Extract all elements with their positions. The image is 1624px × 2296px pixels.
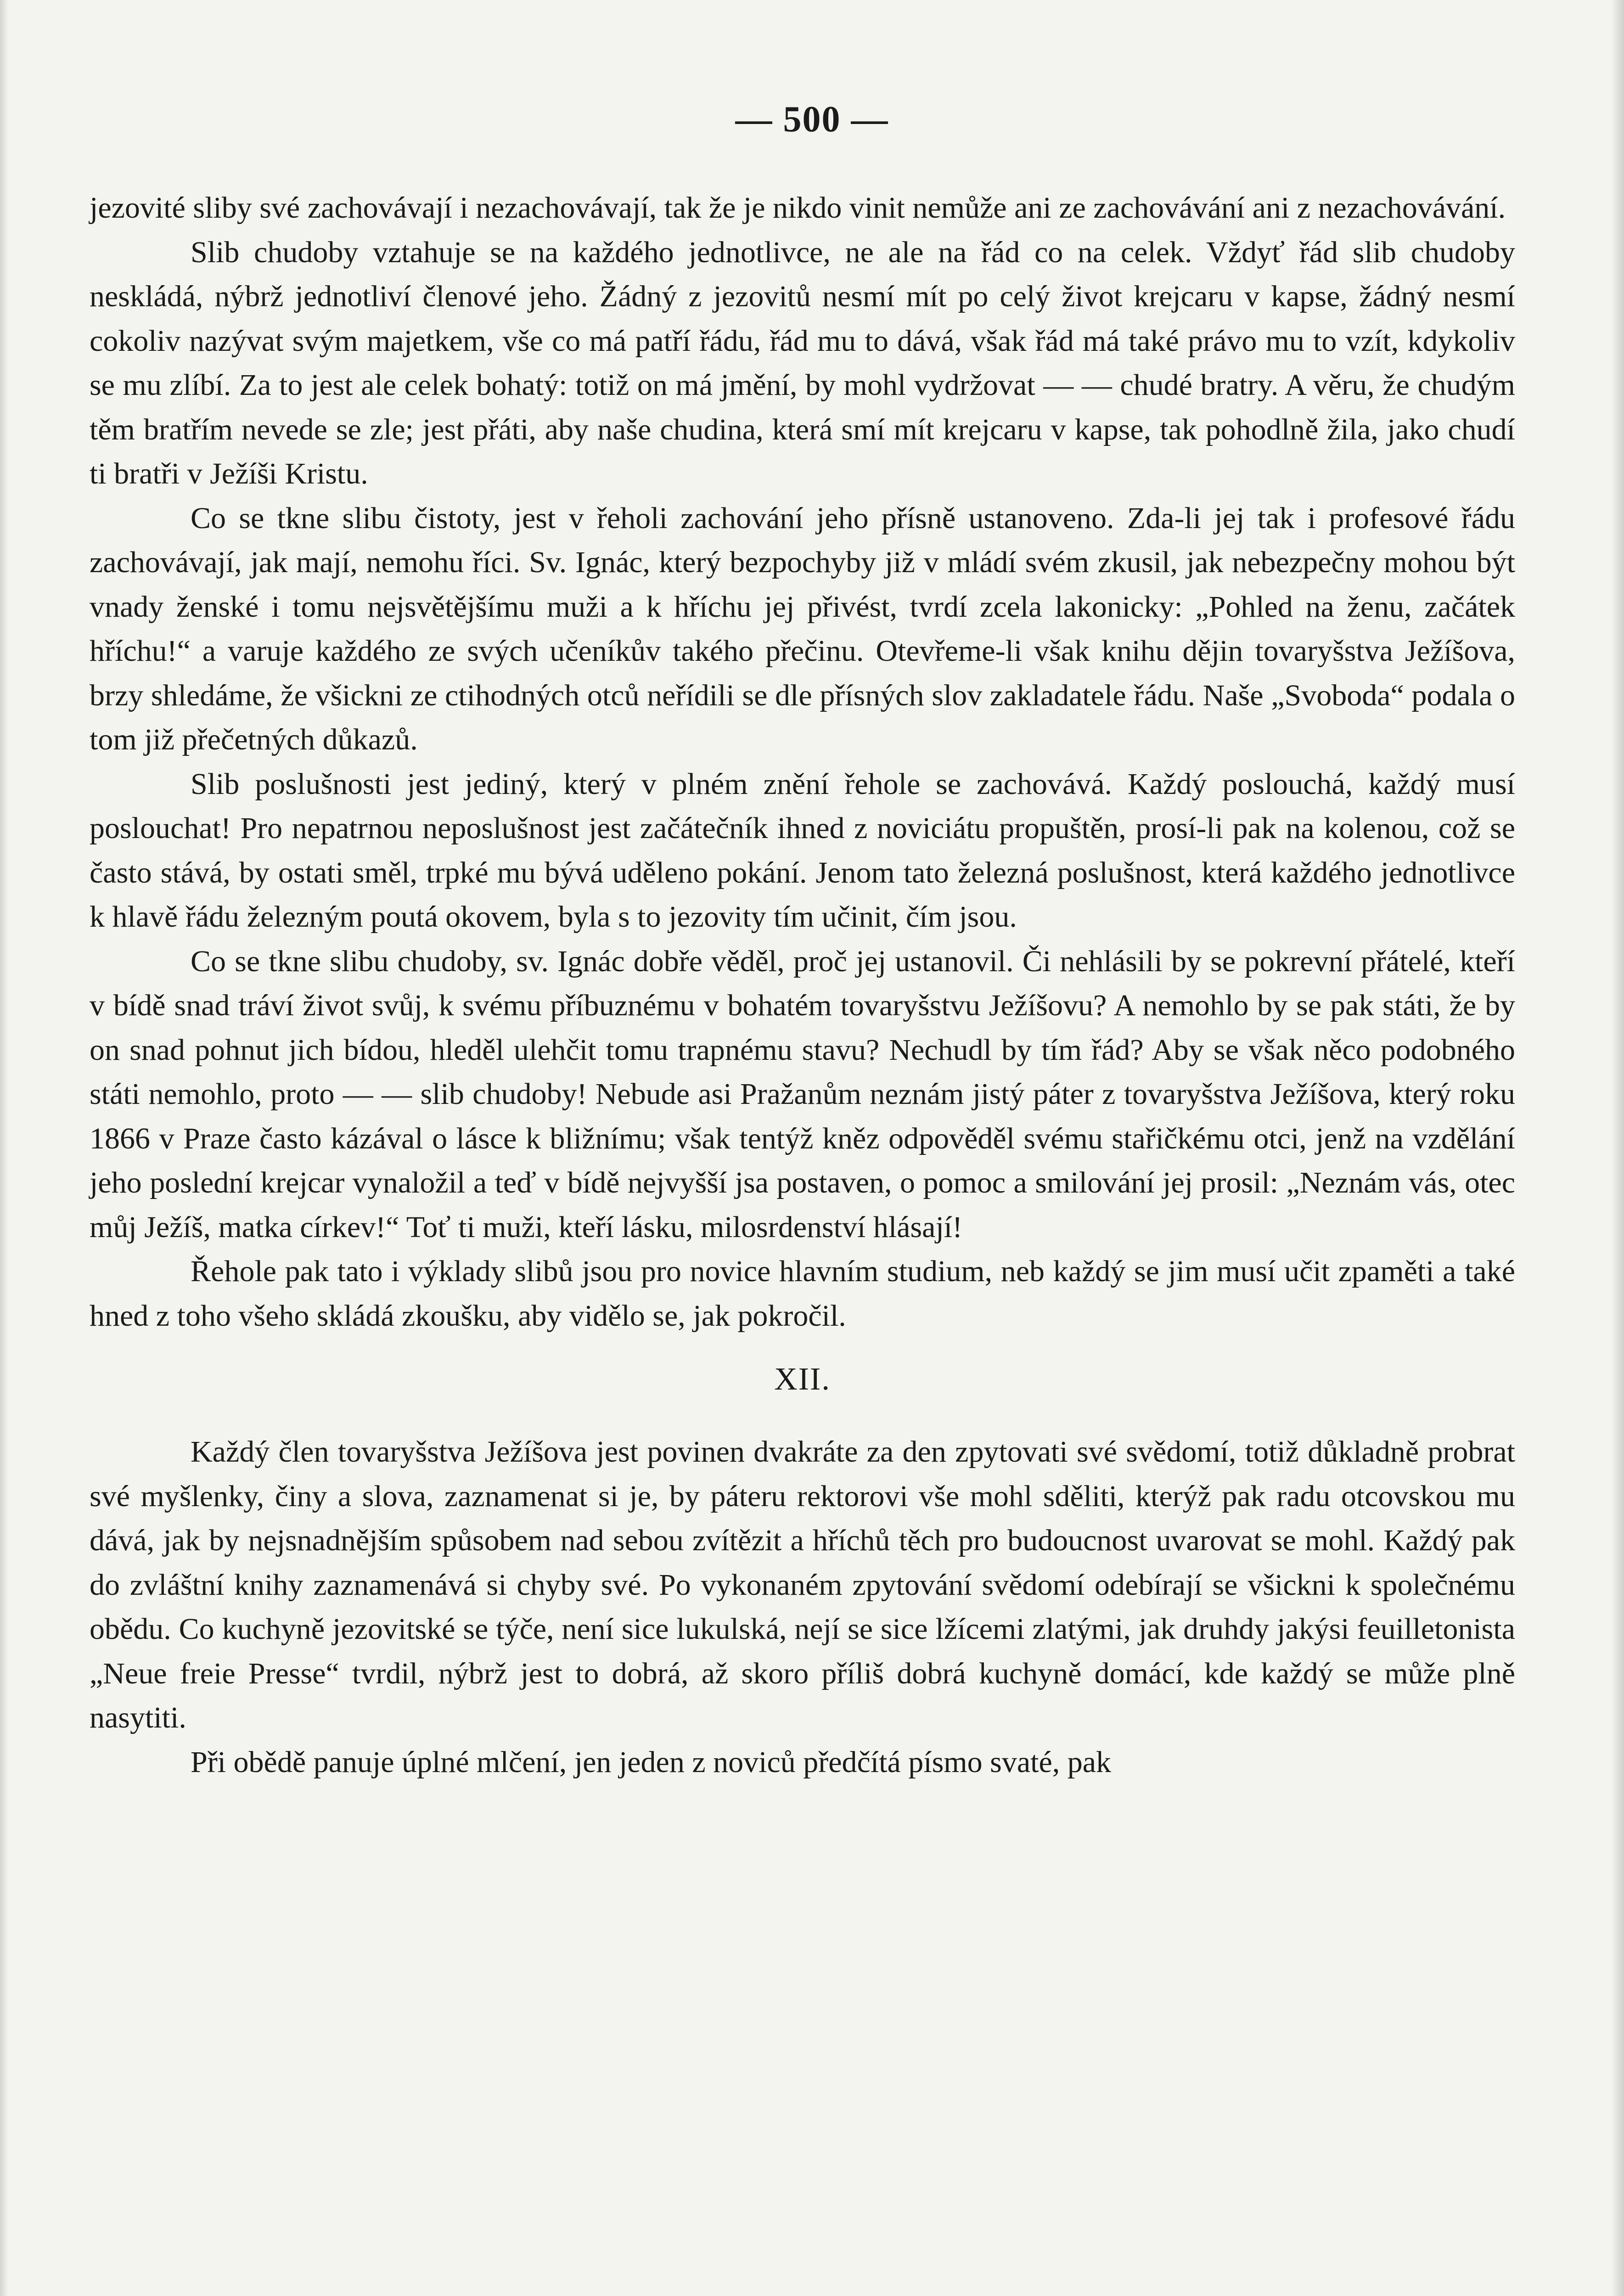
paragraph-poverty-reason: Co se tkne slibu chudoby, sv. Ignác dobře věděl, proč jej ustanovil. Či nehlásili by se pokrevní přátelé, kteří v bídě snad tráví život svůj, k svému příbuznému v bohatém tovaryšstvu Ježíšovu? A nemohlo by se pak státi, že by on snad pohnut jich bídou, hleděl ulehčit tomu trapnému stavu? Nechudl by tím řád? Aby se však něco podobného státi nemohlo, proto — — slib chudoby! Nebude asi Pražanům neznám jistý páter z tovaryšstva Ježíšova, který roku 1866 v Praze často kázával o lásce k bližnímu; však tentýž kněz odpověděl svému stařičkému otci, jenž na vzdělání jeho poslední krejcar vynaložil a teď v bídě nejvyšší jsa postaven, o pomoc a smilování jej prosil: „Neznám vás, otec můj Ježíš, matka církev!“ Toť ti muži, kteří lásku, milosrdenství hlásají! [90,944,1515,1244]
body-text [90,186,1515,1784]
paragraph-vow-of-chastity: Co se tkne slibu čistoty, jest v řeholi zachování jeho přísně ustanoveno. Zda-li jej tak i profesové řádu zachovávají, jak mají, nemohu říci. Sv. Ignác, který bezpochyby již v mládí svém zkusil, jak nebezpečny mohou být vnady ženské i tomu nejsvětějšímu muži a k hříchu jej přivést, tvrdí zcela lakonicky: „Pohled na ženu, začátek hříchu!“ a varuje každého ze svých učeníkův takého přečinu. Otevřeme-li však knihu dějin tovaryšstva Ježíšova, brzy shledáme, že všickni ze ctihodných otců neřídili se dle přísných slov zakladatele řádu. Naše „Svoboda“ podala o tom již přečetných důkazů. [90,501,1515,756]
page-left-edge-shadow [0,0,8,2296]
paragraph-silence-at-lunch: Při obědě panuje úplné mlčení, jen jeden z noviců předčítá písmo svaté, pak [191,1745,1112,1779]
paragraph-continuation: jezovité sliby své zachovávají i nezachovávají, tak že je nikdo vinit nemůže ani ze zachovávání ani z nezachovávání. [90,191,1506,225]
paragraph-novice-study: Řehole pak tato i výklady slibů jsou pro novice hlavním studium, neb každý se jim musí učit zpaměti a také hned z toho všeho skládá zkoušku, aby vidělo se, jak pokročil. [90,1255,1515,1333]
paragraph-vow-of-obedience: Slib poslušnosti jest jediný, který v plném znění řehole se zachovává. Každý poslouchá, každý musí poslouchat! Pro nepatrnou neposlušnost jest začátečník ihned z noviciátu propuštěn, prosí-li pak na kolenou, což se často stává, by ostati směl, trpké mu bývá uděleno pokání. Jenom tato železná poslušnost, která každého jednotlivce k hlavě řádu železným poutá okovem, byla s to jezovity tím učinit, čím jsou. [90,767,1515,934]
page-right-edge-shadow [1611,0,1624,2296]
page-number: — 500 — [735,99,889,140]
paragraph-vow-of-poverty: Slib chudoby vztahuje se na každého jednotlivce, ne ale na řád co na celek. Vždyť řád slib chudoby neskládá, nýbrž jednotliví členové jeho. Žádný z jezovitů nesmí mít po celý život krejcaru v kapse, žádný nesmí cokoliv nazývat svým majetkem, vše co má patří řádu, řád mu to dává, však řád má také právo mu to vzít, kdykoliv se mu zlíbí. Za to jest ale celek bohatý: totiž on má jmění, by mohl vydržovat — — chudé bratry. A věru, že chudým těm bratřím nevede se zle; jest přáti, aby naše chudina, která smí mít krejcaru v kapse, tak pohodlně žila, jako chudí ti bratři v Ježíši Kristu. [90,235,1515,490]
paragraph-examination-of-conscience: Každý člen tovaryšstva Ježíšova jest povinen dvakráte za den zpytovati své svědomí, totiž důkladně probrat své myšlenky, činy a slova, zaznamenat si je, by páteru rektorovi vše mohl sděliti, kterýž pak radu otcovskou mu dává, jak by nejsnadnějším spůsobem nad sebou zvítězit a hříchů těch pro budoucnost uvarovat se mohl. Každý pak do zvláštní knihy zaznamenává si chyby své. Po vykonaném zpytování svědomí odebírají se všickni k společnému obědu. Co kuchyně jezovitské se týče, není sice lukulská, nejí se sice lžícemi zlatými, jak druhdy jakýsi feuilletonista „Neue freie Presse“ tvrdil, nýbrž jest to dobrá, až skoro příliš dobrá kuchyně domácí, kde každý se může plně nasytiti. [90,1435,1515,1734]
section-heading-xii: XII. [774,1362,831,1397]
